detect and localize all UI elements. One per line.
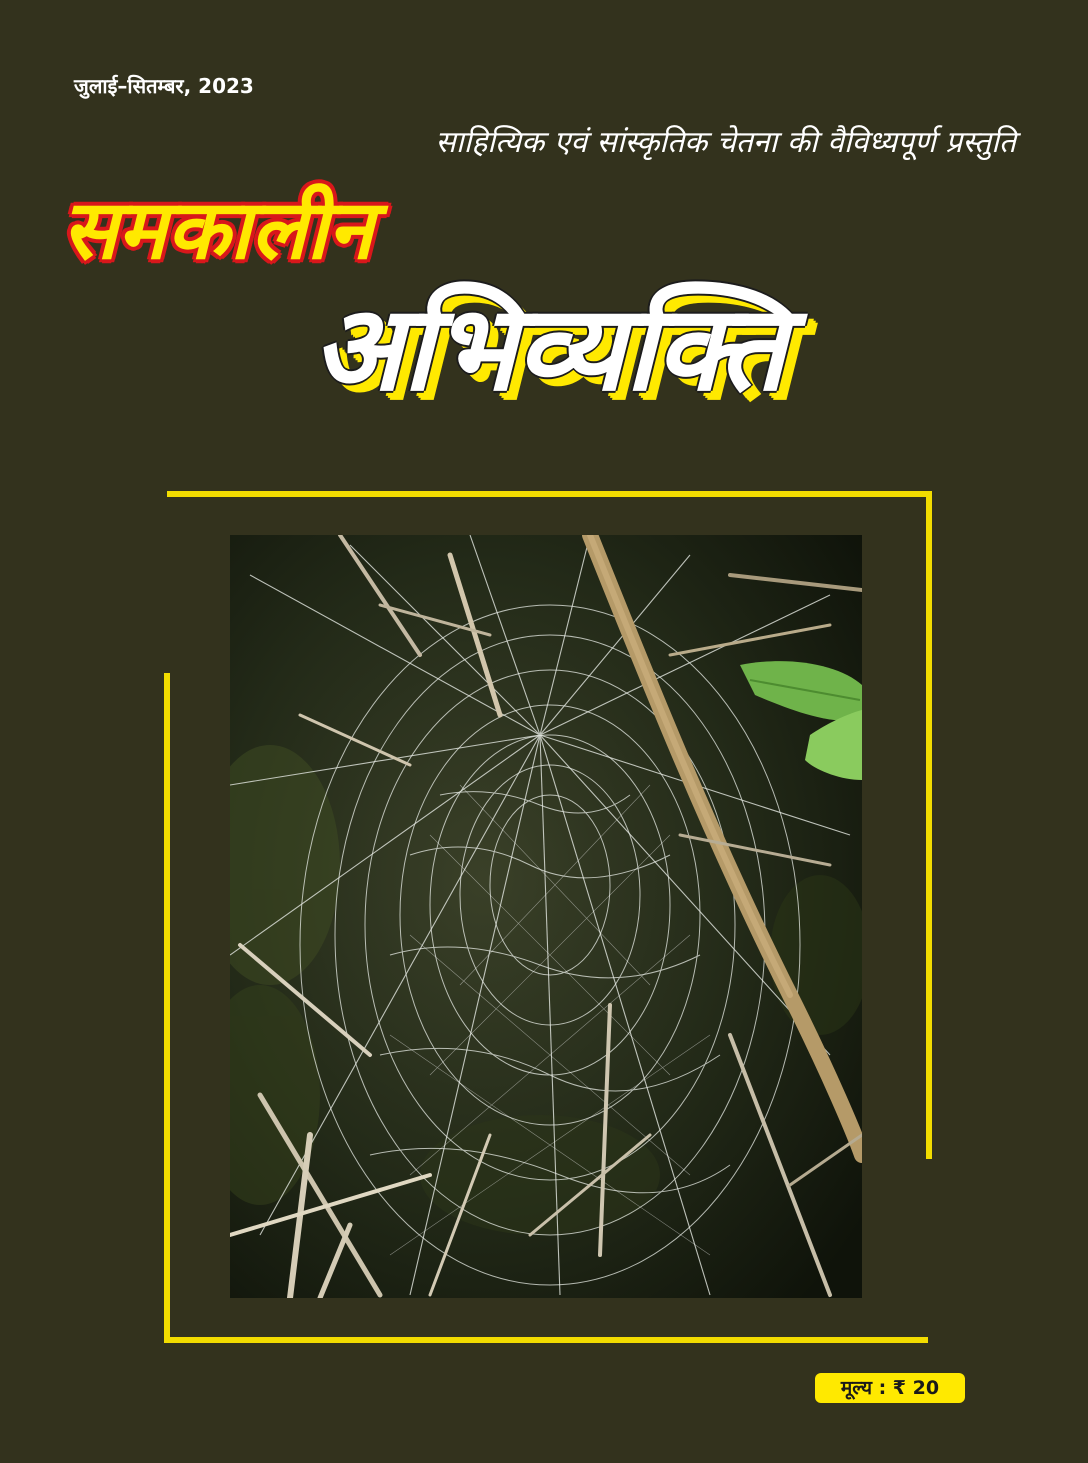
spider-web-illustration bbox=[230, 535, 862, 1298]
frame-line-top bbox=[167, 491, 932, 497]
price-badge: मूल्य : ₹ 20 bbox=[815, 1373, 965, 1403]
frame-line-left bbox=[164, 673, 170, 1343]
frame-line-bottom bbox=[164, 1337, 928, 1343]
tagline: साहित्यिक एवं सांस्कृतिक चेतना की वैविध्यपूर्ण प्रस्तुति bbox=[435, 125, 1016, 160]
masthead-title-line2: अभिव्यक्ति bbox=[312, 279, 786, 417]
masthead-title-line1: समकालीन bbox=[62, 183, 374, 278]
frame-line-right bbox=[926, 491, 932, 1159]
issue-date: जुलाई–सितम्बर, 2023 bbox=[74, 74, 254, 98]
cover-photo bbox=[230, 535, 862, 1298]
